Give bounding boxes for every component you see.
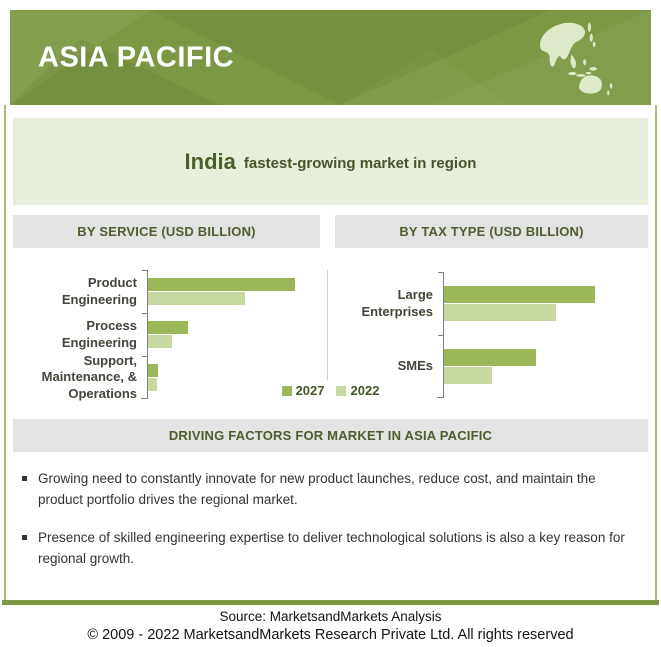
panel-divider (327, 270, 328, 380)
highlight-country: India (184, 148, 236, 174)
bullet-square-icon (22, 535, 27, 540)
bar-2027 (148, 278, 295, 291)
by-tax-type-bar-chart (335, 272, 648, 398)
driving-factor-text: Growing need to constantly innovate for new product launches, reduce cost, and maintain the product portfolio drives the regional market. (38, 471, 596, 507)
by-tax-type-panel (335, 215, 648, 398)
by-service-bar-chart (13, 270, 320, 399)
legend-item-2022 (337, 383, 380, 398)
category-plot-area (443, 272, 648, 335)
content-frame (4, 105, 657, 600)
by-service-chart-title: BY SERVICE (USD BILLION) (13, 215, 320, 248)
driving-factors-title: DRIVING FACTORS FOR MARKET IN ASIA PACIFIC (13, 419, 648, 452)
chart-category-row (13, 353, 320, 401)
category-label: Support, Maintenance, & Operations (41, 353, 137, 401)
category-label: SMEs (397, 358, 433, 374)
chart-category-row (13, 270, 320, 313)
highlight-description: fastest-growing market in region (243, 155, 477, 172)
footer-source-line: Source: MarketsandMarkets Analysis (219, 609, 442, 624)
footer (0, 605, 661, 645)
asia-pacific-map-icon (523, 15, 635, 100)
by-tax-type-chart-title: BY TAX TYPE (USD BILLION) (335, 215, 648, 248)
category-plot-area (443, 335, 648, 398)
chart-legend (282, 383, 380, 398)
driving-factor-item (22, 528, 638, 570)
bar-2022 (444, 367, 492, 384)
footer-copyright-line: © 2009 - 2022 MarketsandMarkets Research Private Ltd. All rights reserved (87, 626, 574, 643)
region-header (10, 10, 651, 105)
chart-category-row (13, 313, 320, 356)
charts-section (13, 215, 648, 399)
bar-2027 (148, 364, 158, 377)
legend-swatch-2027 (282, 386, 292, 396)
chart-category-row (335, 335, 648, 398)
bar-2022 (148, 335, 172, 348)
legend-item-2027 (282, 383, 325, 398)
legend-swatch-2022 (337, 386, 347, 396)
bar-2022 (148, 292, 245, 305)
category-label: Process Engineering (61, 318, 137, 350)
bar-2022 (148, 378, 157, 391)
bullet-square-icon (22, 476, 27, 481)
driving-factor-item (22, 469, 638, 511)
by-service-panel (13, 215, 320, 399)
bar-2027 (444, 349, 536, 366)
bar-2027 (444, 286, 595, 303)
driving-factors-section (13, 419, 648, 570)
legend-label-2022: 2022 (350, 383, 380, 398)
category-plot-area (147, 270, 320, 313)
category-plot-area (147, 313, 320, 356)
highlight-banner (13, 118, 648, 205)
category-label: Large Enterprises (361, 287, 433, 319)
chart-category-row (335, 272, 648, 335)
driving-factors-list (13, 452, 648, 570)
bar-2027 (148, 321, 188, 334)
page-title: ASIA PACIFIC (38, 41, 235, 73)
category-label: Product Engineering (61, 275, 137, 307)
legend-label-2027: 2027 (295, 383, 325, 398)
driving-factor-text: Presence of skilled engineering expertise to deliver technological solutions is also a key reason for regional growth. (38, 529, 625, 566)
bar-2022 (444, 304, 556, 321)
